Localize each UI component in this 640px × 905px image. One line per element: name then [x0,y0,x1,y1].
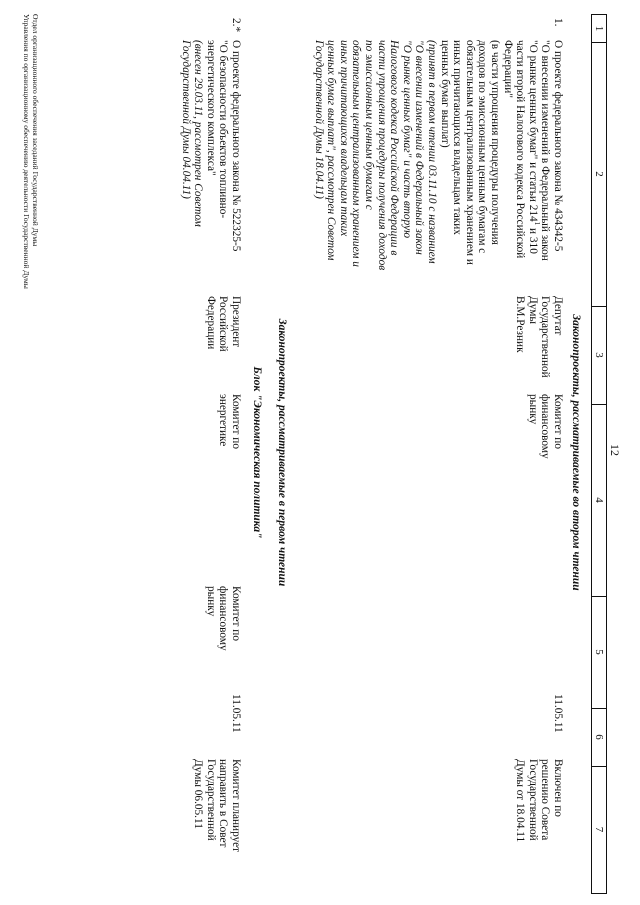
note-line: по эмиссионным ценным бумагам с [363,40,376,210]
status-line: решению Совета [539,759,552,841]
author-line: Федерации [204,296,217,350]
column-number-4: 4 [593,497,605,503]
status-line: Думы 06.05.11 [192,759,205,829]
footer-line: Управления по организационному обеспечению деятельности Государственной Думы [22,14,31,289]
column-number-3: 3 [593,352,605,358]
bill-author [514,296,564,391]
author-line: Российской [217,296,230,352]
description-line: (в части упрощения процедуры получения [489,40,502,245]
author-line: Депутат [552,296,564,336]
description-line: ценных бумаг выплат) [438,40,451,148]
status-line: Думы от 18.04.11 [514,759,527,843]
committee-line: Комитет по [230,586,242,642]
status-line: Включен по [552,759,564,817]
note-line: ценных бумаг выплат", рассмотрен Советом [325,40,338,261]
note-line: (принят в первом чтении 03.11.10 с названием [426,40,439,264]
section-title-second-reading: Законопроекты, рассматриваемые во втором чтении [570,314,582,591]
note-line: Государственной Думы 04.04.11) [179,40,192,199]
description-line: доходов по эмиссионным ценным бумагам с [476,40,489,254]
committee-line: Комитет по [552,394,564,450]
author-line: Государственной [539,296,552,378]
author-line: Президент [230,296,242,348]
consideration-date: 11.05.11 [230,694,242,733]
bill-description [179,40,242,290]
superscript: 1 [532,221,541,226]
note-line: "О внесении изменений в Федеральный закон [413,40,426,255]
description-line: Федерации" [501,40,514,98]
bill-description [312,40,564,290]
description-line: О проекте федерального закона № 522325-5 [230,40,242,252]
bill-author [204,296,242,391]
row-number: 1. [552,18,564,27]
note-line: части упрощения процедуры получения доходов [375,40,388,271]
column-number-7: 7 [593,826,605,833]
note-line: (внесен 29.03.11, рассмотрен Советом [192,40,205,227]
page-number: 12 [608,444,622,456]
co-executor-committee [204,586,242,691]
note-line: Государственной Думы 18.04.11) [312,40,325,199]
author-line: Думы [526,296,539,324]
description-line: "О безопасности объектов топливно- [217,40,230,219]
column-number-1: 1 [593,25,605,32]
description-line: обязательным централизованным хранением и [463,40,476,265]
column-number-6: 6 [593,734,605,740]
status-line: Государственной [204,759,217,841]
note-line: обязательным централизованным хранением и [350,40,363,267]
table-header-row [591,14,607,894]
status-line: Комитет планирует [230,759,242,853]
note-line: иных причитающихся владельцам таких [337,40,350,237]
column-number-2: 2 [593,171,605,177]
responsible-committee [217,394,242,494]
author-line: В.М.Резник [514,296,527,353]
status-note [514,759,564,889]
section-title-first-reading: Законопроекты, рассматриваемые в первом чтении [276,318,288,587]
committee-line: энергетике [217,394,230,447]
committee-line: рынку [204,586,217,617]
status-line: Государственной [526,759,539,841]
description-line: энергетического комплекса" [204,40,217,176]
committee-line: Комитет по [230,394,242,450]
description-line: "О внесении изменений в Федеральный закон [539,40,552,261]
description-text: "О рынке ценных бумаг" и статьи 214 [526,40,539,222]
description-line [526,40,539,290]
note-line: "О рынке ценных бумаг" и часть вторую [400,40,413,239]
block-title: Блок "Экономическая политика" [251,366,263,539]
note-line: Налогового кодекса Российской Федерации в [388,40,401,256]
description-line: О проекте федерального закона № 434342-5 [552,40,564,252]
footer [22,14,40,289]
description-line: части второй Налогового кодекса Российской [514,40,527,259]
consideration-date: 11.05.11 [552,694,564,733]
committee-line: финансовому [539,394,552,459]
status-line: направить в Совет [217,759,230,848]
status-note [192,759,242,889]
row-number: 2.* [230,18,242,33]
footer-line: Отдел организационного обеспечения заседаний Государственной Думы [31,14,40,247]
column-number-5: 5 [593,649,605,655]
description-text: и 310 [526,225,539,254]
committee-line: финансовому [217,586,230,651]
description-line: иных причитающихся владельцам таких [451,40,464,235]
committee-line: рынку [526,394,539,425]
responsible-committee [526,394,564,494]
